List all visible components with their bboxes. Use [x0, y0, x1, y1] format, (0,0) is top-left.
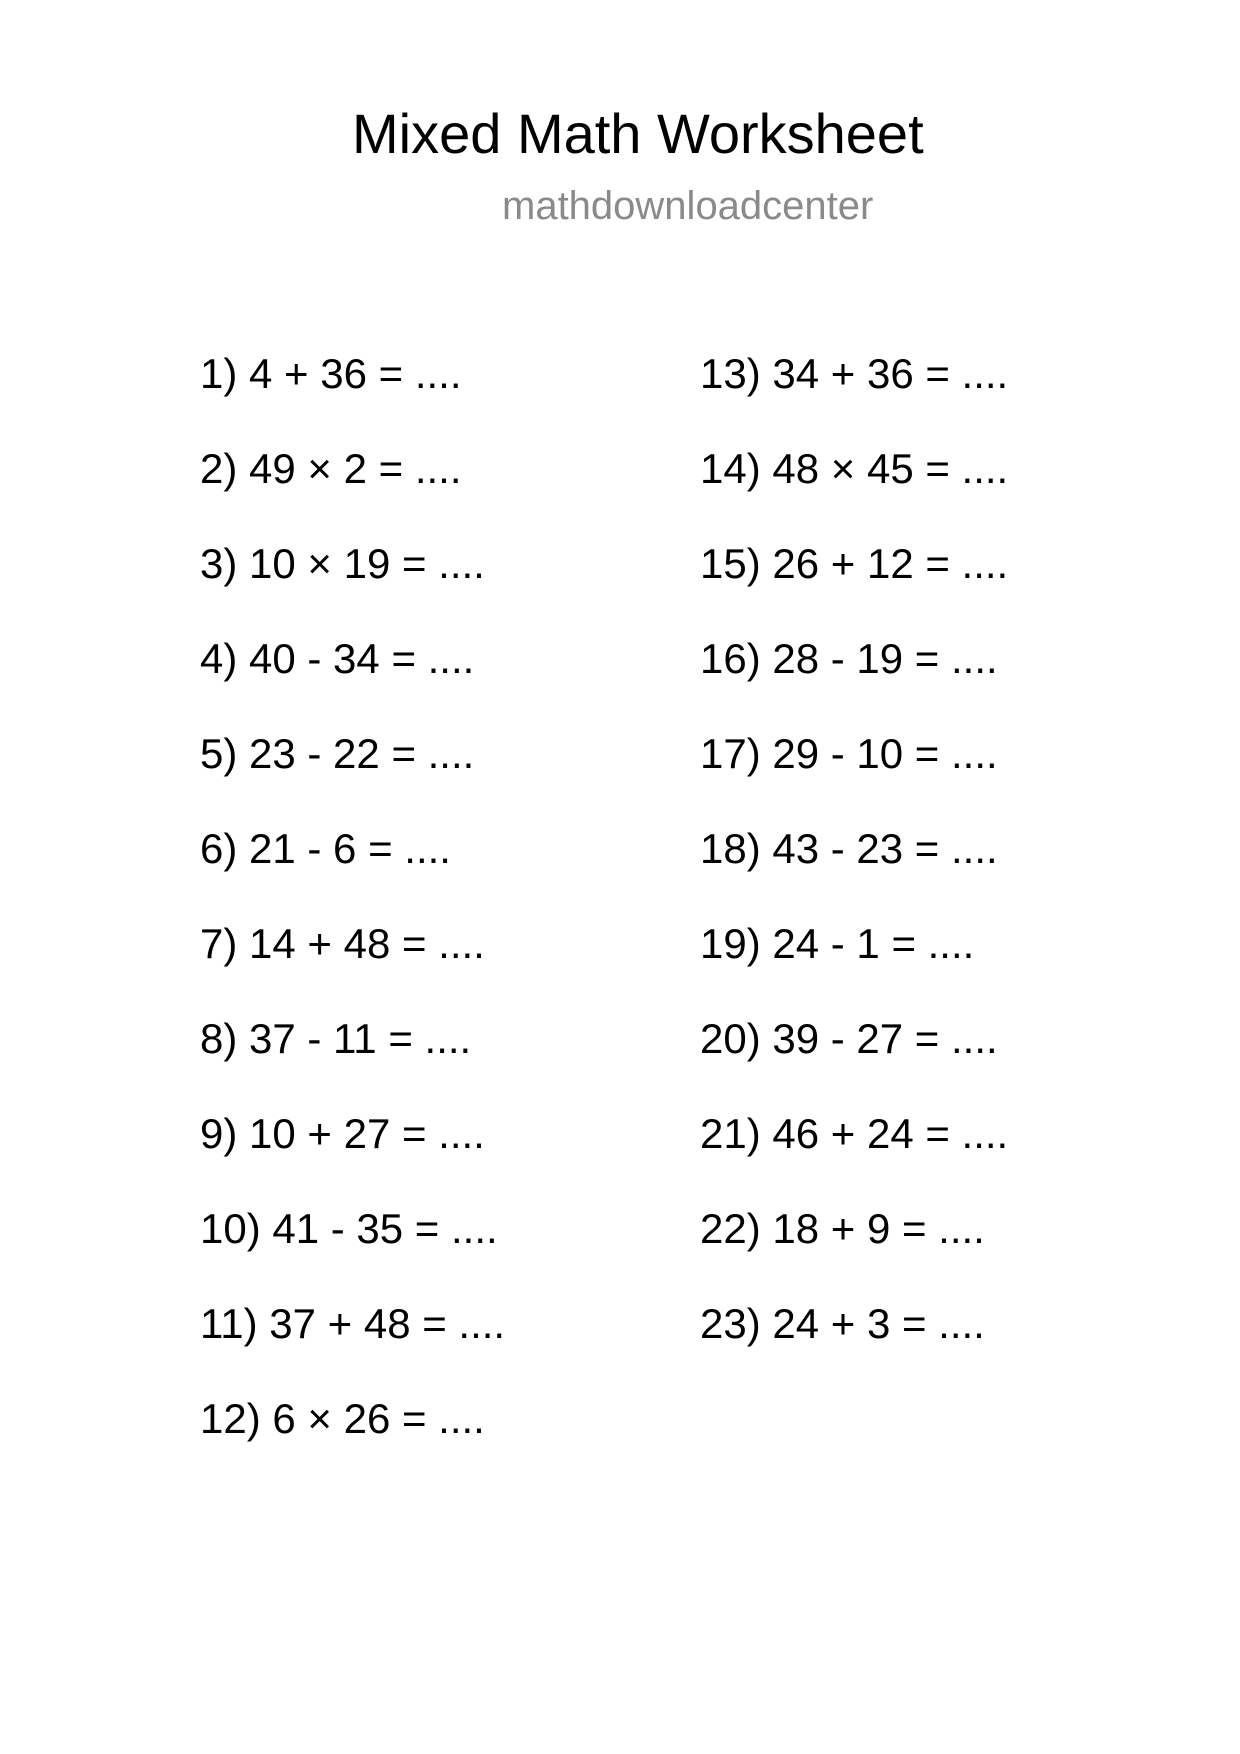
problem-18: 18) 43 - 23 = ....	[700, 825, 998, 872]
problem-23: 23) 24 + 3 = ....	[700, 1300, 985, 1347]
problem-9: 9) 10 + 27 = ....	[200, 1110, 485, 1157]
problem-5: 5) 23 - 22 = ....	[200, 730, 475, 777]
problem-2: 2) 49 × 2 = ....	[200, 445, 462, 492]
problem-15: 15) 26 + 12 = ....	[700, 540, 1009, 587]
problem-12: 12) 6 × 26 = ....	[200, 1395, 485, 1442]
problem-22: 22) 18 + 9 = ....	[700, 1205, 985, 1252]
problem-19: 19) 24 - 1 = ....	[700, 920, 975, 967]
problem-4: 4) 40 - 34 = ....	[200, 635, 475, 682]
worksheet-subtitle: mathdownloadcenter	[502, 184, 874, 228]
problem-20: 20) 39 - 27 = ....	[700, 1015, 998, 1062]
problem-10: 10) 41 - 35 = ....	[200, 1205, 498, 1252]
problem-6: 6) 21 - 6 = ....	[200, 825, 451, 872]
problem-column-right	[700, 350, 1008, 1395]
problem-1: 1) 4 + 36 = ....	[200, 350, 462, 397]
worksheet-title: Mixed Math Worksheet	[352, 102, 924, 165]
problem-11: 11) 37 + 48 = ....	[200, 1300, 506, 1347]
problem-17: 17) 29 - 10 = ....	[700, 730, 998, 777]
problem-13: 13) 34 + 36 = ....	[700, 350, 1009, 397]
problem-16: 16) 28 - 19 = ....	[700, 635, 998, 682]
problem-14: 14) 48 × 45 = ....	[700, 445, 1009, 492]
problem-21: 21) 46 + 24 = ....	[700, 1110, 1009, 1157]
problem-3: 3) 10 × 19 = ....	[200, 540, 485, 587]
problem-7: 7) 14 + 48 = ....	[200, 920, 485, 967]
problem-8: 8) 37 - 11 = ....	[200, 1015, 472, 1062]
problem-column-left	[200, 350, 505, 1490]
